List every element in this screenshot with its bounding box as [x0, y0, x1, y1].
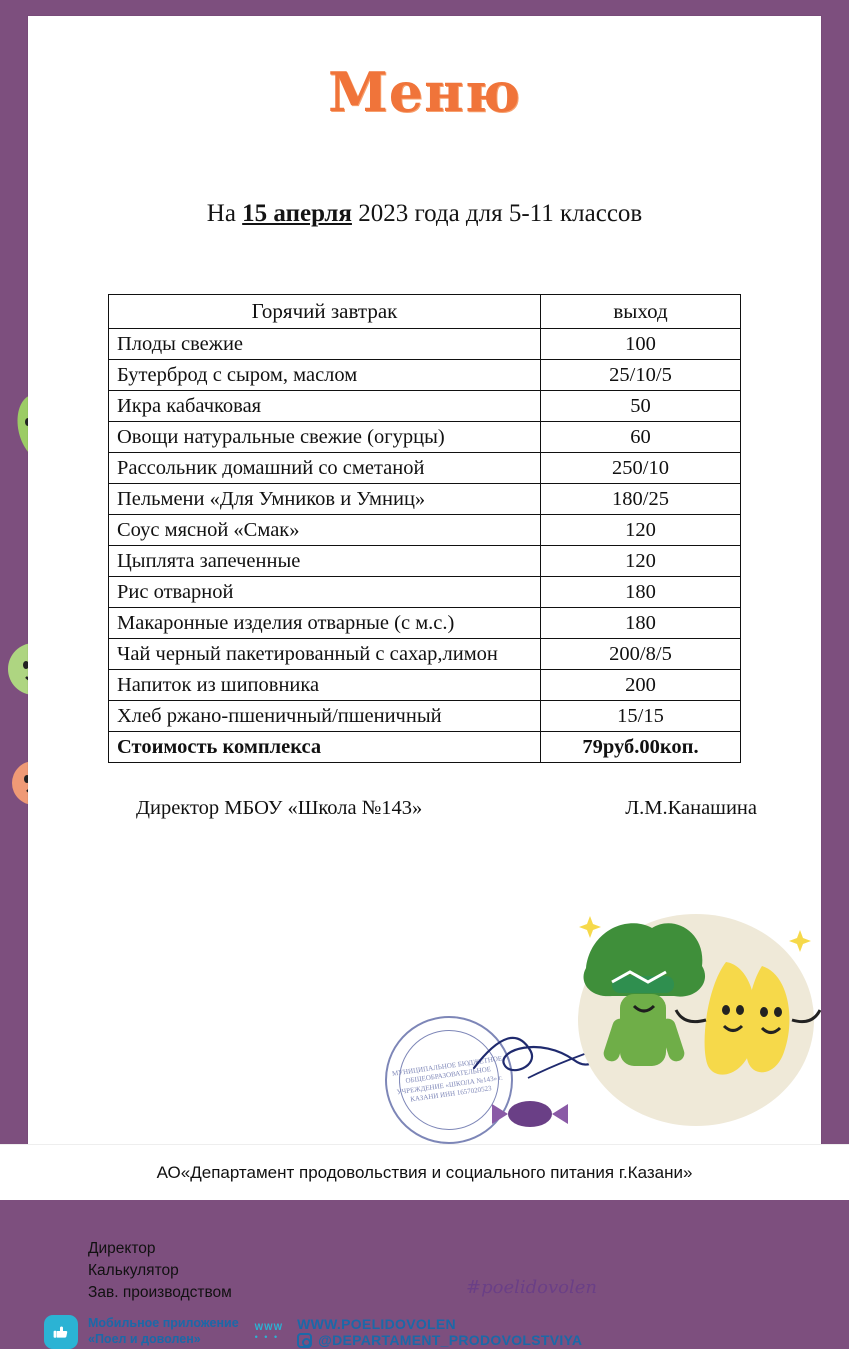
menu-date-line	[28, 200, 821, 228]
total-label: Стоимость комплекса	[109, 732, 541, 763]
dish-output: 60	[541, 422, 741, 453]
app-links	[44, 1315, 582, 1349]
dish-name: Икра кабачковая	[109, 391, 541, 422]
subtitle-prefix: На	[206, 200, 243, 227]
subtitle-suffix: 2023 года для 5-11 классов	[351, 200, 643, 227]
dish-name: Хлеб ржано-пшеничный/пшеничный	[109, 701, 541, 732]
table-row	[109, 329, 741, 360]
instagram-link[interactable]	[297, 1332, 582, 1348]
dish-output: 15/15	[541, 701, 741, 732]
app-label-line2: «Поел и доволен»	[88, 1332, 201, 1346]
role-item: Директор	[88, 1240, 156, 1257]
dish-name: Рис отварной	[109, 577, 541, 608]
page-title: Меню	[327, 60, 522, 124]
director-name: Л.М.Канашина	[625, 797, 757, 819]
www-icon	[255, 1322, 283, 1342]
dish-name: Бутерброд с сыром, маслом	[109, 360, 541, 391]
table-row	[109, 670, 741, 701]
stamp-text: МУНИЦИПАЛЬНОЕ БЮДЖЕТНОЕ ОБЩЕОБРАЗОВАТЕЛЬНОЕ УЧРЕЖДЕНИЕ «ШКОЛА №143» г. КАЗАНИ ИНН 1657020523	[391, 1054, 504, 1104]
dish-output: 120	[541, 546, 741, 577]
www-label: WWW	[254, 1322, 284, 1332]
app-label	[88, 1316, 239, 1347]
table-header-dish: Горячий завтрак	[109, 295, 541, 329]
footer-bar	[0, 1144, 849, 1200]
dish-output: 200/8/5	[541, 639, 741, 670]
instagram-handle: @DEPARTAMENT_PRODOVOLSTVIYA	[318, 1332, 583, 1348]
hashtag-label: #poelidovolen	[466, 1277, 597, 1298]
menu-page	[28, 16, 821, 1144]
table-row	[109, 546, 741, 577]
dish-name: Овощи натуральные свежие (огурцы)	[109, 422, 541, 453]
dish-name: Макаронные изделия отварные (с м.с.)	[109, 608, 541, 639]
signature-line	[28, 797, 821, 820]
thumbs-up-icon[interactable]	[44, 1315, 78, 1349]
table-row	[109, 577, 741, 608]
dish-name: Плоды свежие	[109, 329, 541, 360]
table-row	[109, 453, 741, 484]
table-total-row	[109, 732, 741, 763]
table-row	[109, 701, 741, 732]
dish-name: Чай черный пакетированный с сахар,лимон	[109, 639, 541, 670]
dish-output: 50	[541, 391, 741, 422]
dish-output: 200	[541, 670, 741, 701]
table-header-output: выход	[541, 295, 741, 329]
website-link[interactable]: WWW.POELIDOVOLEN	[297, 1316, 456, 1332]
footer-text: АО«Департамент продовольствия и социального питания г.Казани»	[156, 1162, 693, 1182]
app-label-line1: Мобильное приложение	[88, 1316, 239, 1331]
table-row	[109, 608, 741, 639]
role-item: Калькулятор	[88, 1262, 179, 1279]
dish-output: 180	[541, 608, 741, 639]
menu-table	[108, 294, 741, 763]
dish-name: Напиток из шиповника	[109, 670, 541, 701]
dish-name: Пельмени «Для Умников и Умниц»	[109, 484, 541, 515]
handwritten-signature	[470, 1020, 650, 1090]
total-price: 79руб.00коп.	[541, 732, 741, 763]
site-links	[297, 1316, 582, 1348]
instagram-icon	[297, 1333, 312, 1348]
role-item: Зав. производством	[88, 1284, 232, 1301]
dish-name: Рассольник домашний со сметаной	[109, 453, 541, 484]
table-row	[109, 639, 741, 670]
dish-output: 250/10	[541, 453, 741, 484]
director-title: Директор МБОУ «Школа №143»	[136, 797, 423, 819]
dish-output: 180/25	[541, 484, 741, 515]
table-row	[109, 391, 741, 422]
dish-output: 120	[541, 515, 741, 546]
roles-list	[88, 1238, 232, 1304]
dish-output: 100	[541, 329, 741, 360]
dish-output: 25/10/5	[541, 360, 741, 391]
dish-name: Соус мясной «Смак»	[109, 515, 541, 546]
table-row	[109, 484, 741, 515]
table-row	[109, 515, 741, 546]
subtitle-date: 15 аперля	[242, 200, 352, 227]
dish-output: 180	[541, 577, 741, 608]
www-dots: • • •	[254, 1332, 280, 1342]
dish-name: Цыплята запеченные	[109, 546, 541, 577]
table-row	[109, 360, 741, 391]
table-row	[109, 422, 741, 453]
table-header-row	[109, 295, 741, 329]
